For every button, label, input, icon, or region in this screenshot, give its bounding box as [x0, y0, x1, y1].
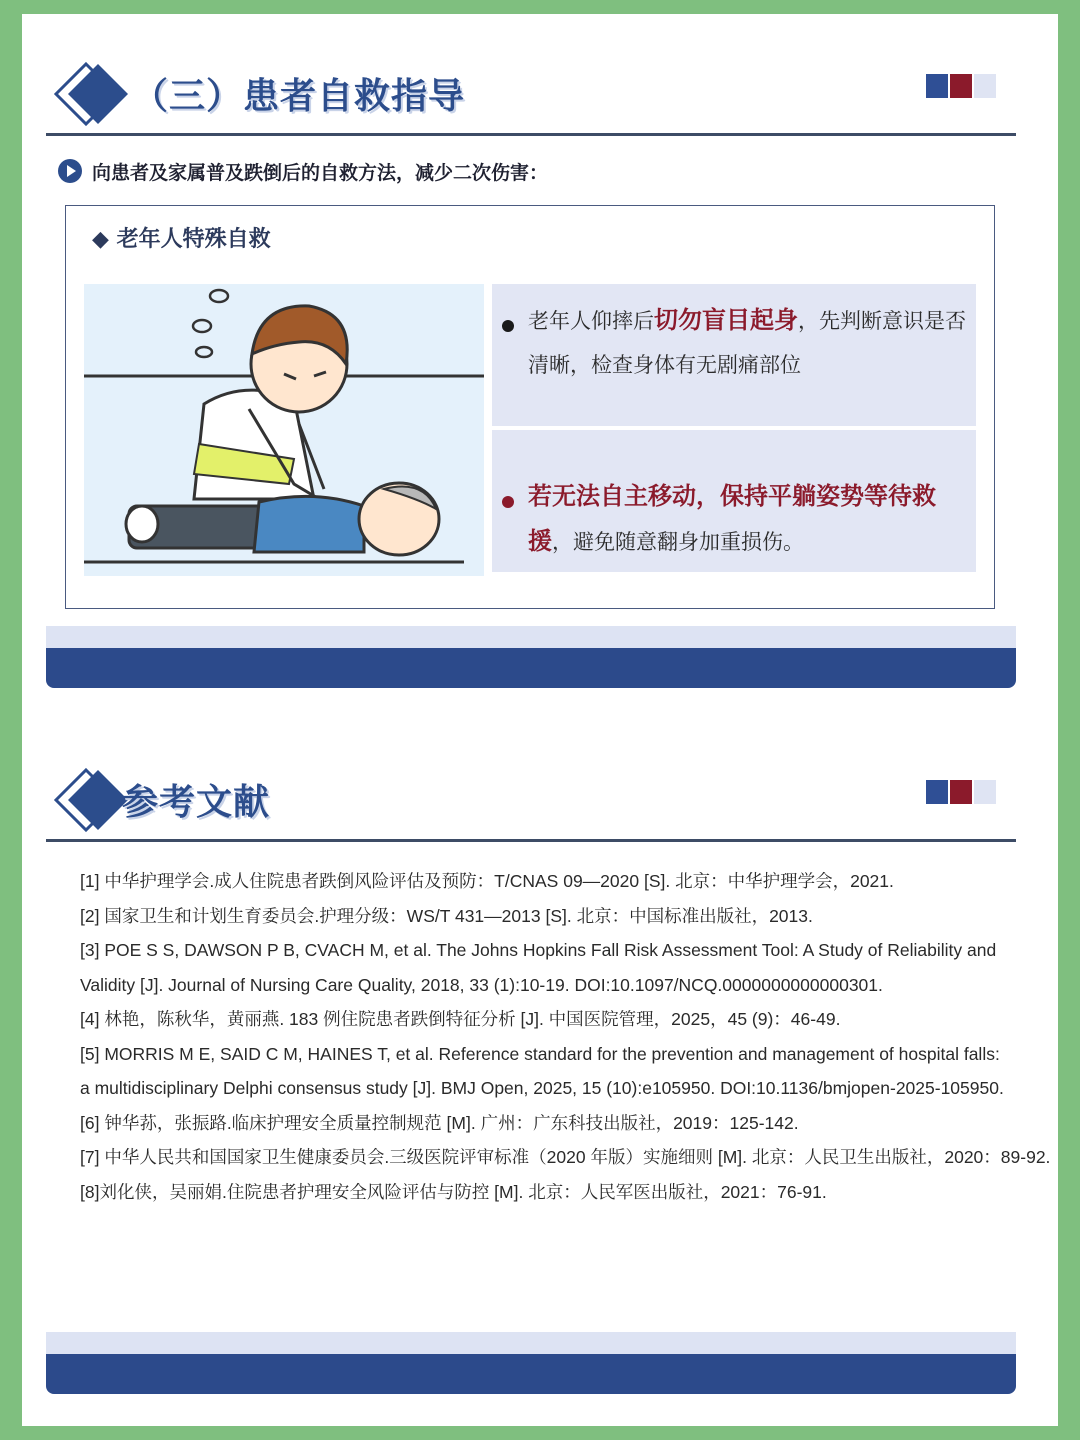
reference-item: [2] 国家卫生和计划生育委员会.护理分级：WS/T 431—2013 [S]. 北京：中国标准出版社，2013. — [80, 905, 813, 926]
tip-panel-1 — [492, 284, 976, 426]
intro-text: 向患者及家属普及跌倒后的自救方法，减少二次伤害： — [92, 161, 549, 184]
tip-2-suffix: ，避免随意翻身加重损伤。 — [552, 530, 804, 554]
document-page — [22, 14, 1058, 1426]
reference-item: [1] 中华护理学会.成人住院患者跌倒风险评估及预防：T/CNAS 09—2020 [S]. 北京：中华护理学会，2021. — [80, 871, 894, 891]
reference-list — [80, 864, 1051, 1209]
tip-1-suffix: ，先判断意识是否清晰，检查身体有无剧痛部位 — [528, 309, 966, 377]
footer-band-light — [46, 626, 1016, 648]
section-title: 参考文献 — [122, 782, 271, 823]
elderly-self-rescue-box — [65, 205, 995, 609]
cpr-illustration — [84, 284, 484, 576]
box-title: ◆ 老年人特殊自救 — [92, 226, 271, 252]
reference-item: [4] 林艳，陈秋华，黄丽燕. 183 例住院患者跌倒特征分析 [J]. 中国医院管理，2025，45 (9)：46-49. — [80, 1009, 841, 1029]
reference-item: [6] 钟华荪，张振路.临床护理安全质量控制规范 [M]. 广州：广东科技出版社，2019：125-142. — [80, 1112, 799, 1133]
section-divider — [46, 133, 1016, 136]
section-title: （三）患者自救指导 — [132, 76, 466, 117]
play-icon — [58, 159, 82, 183]
reference-item: [7] 中华人民共和国国家卫生健康委员会.三级医院评审标准（2020 年版）实施细则 [M]. 北京：人民卫生出版社，2020：89-92. — [80, 1147, 1051, 1167]
section-header-references — [46, 764, 1016, 842]
bullet-dot-icon — [502, 320, 514, 332]
intro-line — [58, 156, 548, 186]
tip-1-emphasis: 切勿盲目起身 — [654, 306, 798, 334]
section-header-self-rescue — [46, 58, 1016, 136]
tip-1-prefix: 老年人仰摔后 — [528, 309, 654, 333]
reference-item: Validity [J]. Journal of Nursing Care Quality, 2018, 33 (1):10-19. DOI:10.1097/NCQ.0000000000000301. — [80, 974, 883, 995]
square-blocks-icon — [926, 74, 998, 98]
footer-band-dark — [46, 1354, 1016, 1394]
section-divider — [46, 839, 1016, 842]
tip-panel-2 — [492, 430, 976, 572]
square-blocks-icon — [926, 780, 998, 804]
reference-item: [5] MORRIS M E, SAID C M, HAINES T, et al. Reference standard for the prevention and management of hospital falls: — [80, 1043, 1000, 1064]
reference-item: [3] POE S S, DAWSON P B, CVACH M, et al. The Johns Hopkins Fall Risk Assessment Tool: A Study of Reliability and — [80, 940, 997, 960]
tip-text-2 — [528, 474, 966, 564]
diamond-badge-icon — [54, 58, 134, 136]
footer-band-light — [46, 1332, 1016, 1354]
bullet-dot-icon — [502, 496, 514, 508]
reference-item: a multidisciplinary Delphi consensus study [J]. BMJ Open, 2025, 15 (10):e105950. DOI:10.1136/bmjopen-2025-105950. — [80, 1078, 1004, 1098]
footer-band-dark — [46, 648, 1016, 688]
tip-2-emphasis: 若无法自主移动，保持平躺姿势等待救援 — [528, 482, 936, 555]
reference-item: [8]刘化侠，吴丽娟.住院患者护理安全风险评估与防控 [M]. 北京：人民军医出版社，2021：76-91. — [80, 1181, 827, 1202]
tip-text-1 — [528, 298, 966, 387]
